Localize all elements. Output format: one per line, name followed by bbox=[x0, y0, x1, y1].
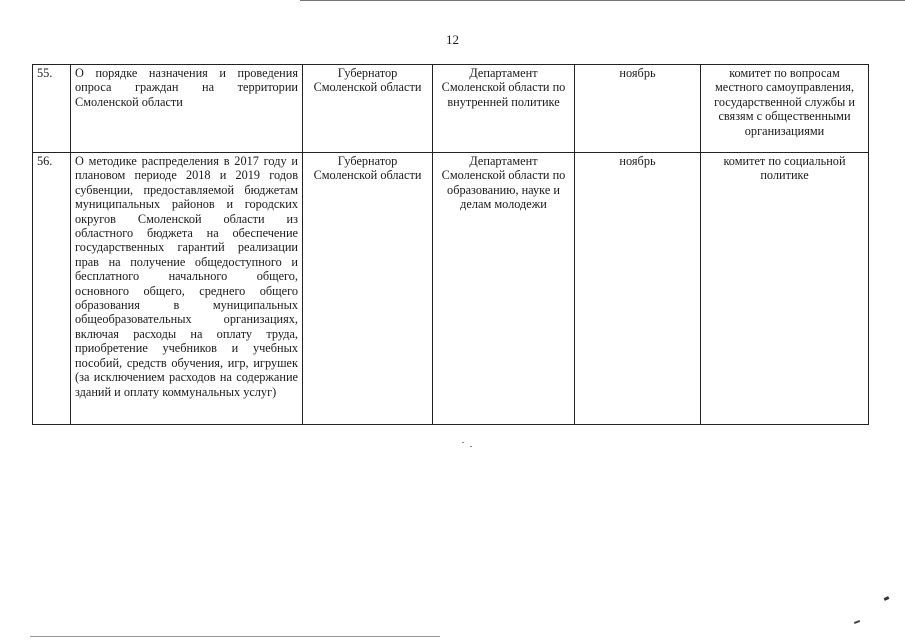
row-initiator: Губернатор Смоленской области bbox=[303, 153, 433, 425]
row-initiator: Губернатор Смоленской области bbox=[303, 65, 433, 153]
row-title: О порядке назначения и проведения опроса граждан на территории Смоленской области bbox=[71, 65, 303, 153]
scan-speck bbox=[462, 442, 464, 443]
page-number: 12 bbox=[446, 32, 459, 47]
row-term: ноябрь bbox=[575, 65, 701, 153]
table-row bbox=[33, 153, 869, 425]
row-committee: комитет по социальной политике bbox=[701, 153, 869, 425]
row-responsible: Департамент Смоленской области по образованию, науке и делам молодежи bbox=[433, 153, 575, 425]
row-term: ноябрь bbox=[575, 153, 701, 425]
row-committee: комитет по вопросам местного самоуправления, государственной службы и связям с общественными организациями bbox=[701, 65, 869, 153]
bottom-scan-rule bbox=[30, 636, 440, 637]
scan-mark bbox=[854, 620, 860, 624]
legislative-plan-table bbox=[32, 64, 869, 425]
scan-mark bbox=[884, 596, 890, 601]
top-scan-rule bbox=[300, 0, 905, 1]
row-number: 55. bbox=[33, 65, 71, 153]
table-row bbox=[33, 65, 869, 153]
row-responsible: Департамент Смоленской области по внутренней политике bbox=[433, 65, 575, 153]
row-title: О методике распределения в 2017 году и плановом периоде 2018 и 2019 годов субвенции, предоставляемой бюджетам муниципальных районов и городских округов Смоленской области из областного бюджета на обеспечение государственных гарантий реализации прав на получение общедоступного и бесплатного начального общего, основного общего, среднего общего образования в муниципальных общеобразовательных организациях, включая расходы на оплату труда, приобретение учебников и учебных пособий, средств обучения, игр, игрушек (за исключением расходов на содержание зданий и оплату коммунальных услуг) bbox=[71, 153, 303, 425]
scan-speck bbox=[470, 446, 472, 447]
row-number: 56. bbox=[33, 153, 71, 425]
